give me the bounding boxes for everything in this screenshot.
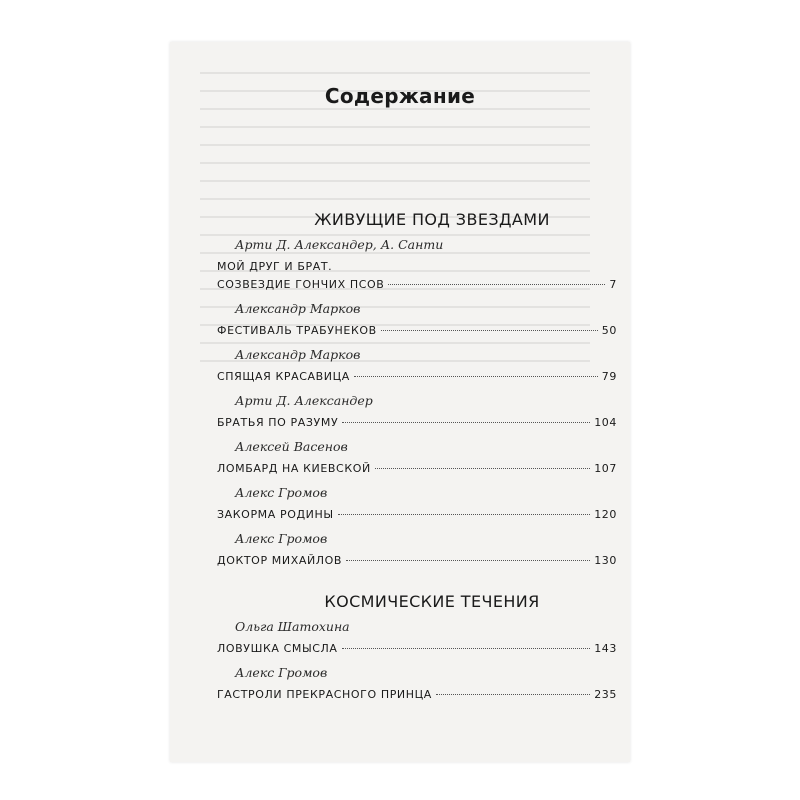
toc-entry: [217, 414, 617, 432]
entry-title: СПЯЩАЯ КРАСАВИЦА: [217, 370, 350, 383]
entry-author: Арти Д. Александер, А. Санти: [235, 237, 444, 252]
page-number: 107: [594, 462, 617, 475]
page-number: 79: [601, 370, 617, 383]
entry-author: Алекс Громов: [235, 531, 328, 546]
entry-title: СОЗВЕЗДИЕ ГОНЧИХ ПСОВ: [217, 278, 385, 291]
entry-title: БРАТЬЯ ПО РАЗУМУ: [217, 416, 339, 429]
toc-entry: [217, 552, 617, 570]
entry-title: ЛОВУШКА СМЫСЛА: [217, 642, 338, 655]
entry-author: Алекс Громов: [235, 485, 328, 500]
entry-title: ГАСТРОЛИ ПРЕКРАСНОГО ПРИНЦА: [217, 688, 432, 701]
entry-title: ЛОМБАРД НА КИЕВСКОЙ: [217, 462, 371, 475]
dot-leader: [338, 514, 591, 515]
page-number: 50: [601, 324, 617, 337]
toc-entry: [217, 276, 617, 294]
page-number: 104: [594, 416, 617, 429]
page-number: 120: [594, 508, 617, 521]
dot-leader: [342, 422, 590, 423]
toc-entry: [217, 368, 617, 386]
page-number: 235: [594, 688, 617, 701]
toc-entry: [217, 640, 617, 658]
dot-leader: [342, 648, 591, 649]
page-number: 143: [594, 642, 617, 655]
book-page: [170, 42, 630, 762]
dot-leader: [388, 284, 605, 285]
section-heading: КОСМИЧЕСКИЕ ТЕЧЕНИЯ: [324, 592, 540, 611]
entry-author: Алексей Васенов: [235, 439, 348, 454]
dot-leader: [375, 468, 590, 469]
entry-title-line: МОЙ ДРУГ И БРАТ.: [217, 260, 333, 273]
entry-author: Алекс Громов: [235, 665, 328, 680]
entry-author: Александр Марков: [235, 347, 361, 362]
entry-title: ЗАКОРМА РОДИНЫ: [217, 508, 334, 521]
dot-leader: [381, 330, 598, 331]
dot-leader: [346, 560, 590, 561]
section-heading: ЖИВУЩИЕ ПОД ЗВЕЗДАМИ: [314, 210, 550, 229]
page-title: Содержание: [324, 84, 476, 108]
dot-leader: [354, 376, 598, 377]
page-number: 7: [609, 278, 617, 291]
entry-title: ФЕСТИВАЛЬ ТРАБУНЕКОВ: [217, 324, 377, 337]
toc-entry: [217, 506, 617, 524]
toc-content: [217, 210, 617, 710]
toc-entry: [217, 460, 617, 478]
toc-entry: [217, 686, 617, 704]
entry-author: Александр Марков: [235, 301, 361, 316]
dot-leader: [436, 694, 590, 695]
page-number: 130: [594, 554, 617, 567]
entry-author: Ольга Шатохина: [235, 619, 350, 634]
entry-title: ДОКТОР МИХАЙЛОВ: [217, 554, 343, 567]
toc-entry: [217, 322, 617, 340]
entry-author: Арти Д. Александер: [235, 393, 373, 408]
